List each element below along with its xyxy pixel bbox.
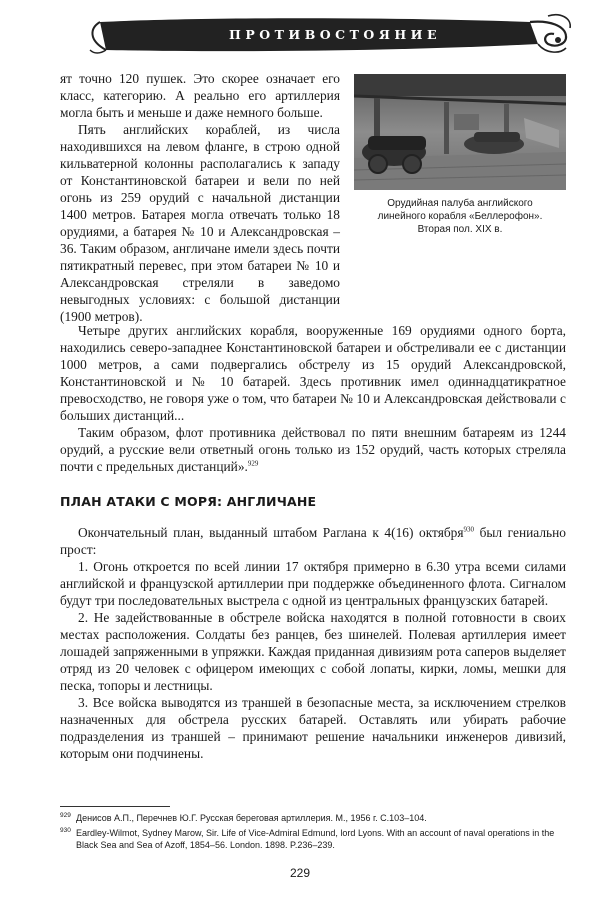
footnote-number: 930 (60, 827, 71, 834)
text-column-full (60, 322, 566, 475)
plan-text (60, 524, 566, 762)
footnote-text: Денисов А.П., Перечнев Ю.Г. Русская береговая артиллерия. М., 1956 г. С.103–104. (76, 813, 427, 823)
paragraph (60, 424, 566, 475)
footnote-text: Eardley-Wilmot, Sydney Marow, Sir. Life of Vice-Admiral Edmund, lord Lyons. With an account of naval operations in the Black Sea and Sea of Azoff, 1854–56. London. 1898. P.236–239. (76, 828, 555, 850)
ship-gundeck-image (354, 74, 566, 190)
running-header-banner (60, 10, 580, 58)
footnotes (60, 812, 566, 854)
caption-line: Вторая пол. XIX в. (417, 224, 503, 235)
footnote-ref: 929 (247, 459, 259, 468)
paragraph-text: Таким образом, флот противника действовал по пяти внешним батареям из 1244 орудий, а русские вели ответный огонь только из 152 орудий, часть которых стреляла почти с предельных дистанций». (60, 425, 566, 474)
section-heading: ПЛАН АТАКИ С МОРЯ: АНГЛИЧАНЕ (60, 494, 317, 509)
text-column-top (60, 70, 340, 325)
paragraph: Четыре других английских корабля, вооруженные 169 орудиями одного борта, находились северо-западнее Константиновской батареи и обстреливали ее с дистанции 1000 метров, а сами подвергались обстрелу из 15 орудий Александровской, Константиновской и № 10 батарей. Здесь противник имел одиннадцатикратное превосходство, не говоря уже о том, что батареи № 10 и Александровская действовали с больших дистанций... (60, 323, 566, 423)
paragraph: ят точно 120 пушек. Это скорее означает его класс, категорию. А реально его артиллерия могла быть и меньше и даже немного больше. (60, 71, 340, 120)
page-number: 229 (289, 866, 311, 880)
plan-item: 2. Не задействованные в обстреле войска находятся в полной готовности в своих местах расположения. Солдаты без ранцев, без шинелей. Полевая артиллерия имеет лошадей запряженными в упряжки. Каждая приданная дивизиям рота саперов выделяет отряд из 20 человек с офицером имеющих с собой лопаты, кирки, ломы, мешки для песка, топоры и лестницы. (60, 610, 566, 693)
caption-line: Орудийная палуба английского (387, 198, 533, 209)
plan-item: 3. Все войска выводятся из траншей в безопасные места, за исключением стрелков назначенных для обстрела русских батарей. Оставлять или убирать рабочие подразделения из траншей – принимают решение начальники инженеров дивизий, которым они подчинены. (60, 695, 566, 761)
footnote-divider (60, 806, 170, 807)
paragraph-text: Окончательный план, выданный штабом Раглана к 4(16) октября (78, 525, 464, 540)
paragraph-text: был гениально прост: (60, 525, 566, 557)
footnote-number: 929 (60, 812, 71, 819)
plan-item: 1. Огонь откроется по всей линии 17 октября примерно в 6.30 утра всеми силами английской и французской артиллерии при поддержке объединенного флота. Сигналом будут три последовательных выстрела с одной из центральных французских батарей. (60, 559, 566, 608)
footnote (60, 827, 566, 851)
figure-caption (354, 197, 566, 236)
gundeck-illustration (354, 74, 566, 190)
running-title: ПРОТИВОСТОЯНИЕ (229, 27, 441, 42)
paragraph: Пять английских кораблей, из числа находившихся на левом фланге, в строю одной кильватерной колонны располагались к западу от Константиновской батареи и вели по ней огонь из 259 орудий с начальной дистанции 1400 метров. Батарея могла отвечать только 18 орудиями, а батарея № 10 и Александровская – 36. Таким образом, англичане имели здесь почти пятикратный перевес, при этом батареи № 10 и Александровская стреляли в заведомо невыгодных условиях: с большой дистанции (1900 метров). (60, 122, 340, 324)
footnote-ref: 930 (463, 525, 475, 534)
footnote (60, 812, 566, 824)
paragraph (60, 524, 566, 558)
caption-line: линейного корабля «Беллерофон». (377, 211, 543, 222)
